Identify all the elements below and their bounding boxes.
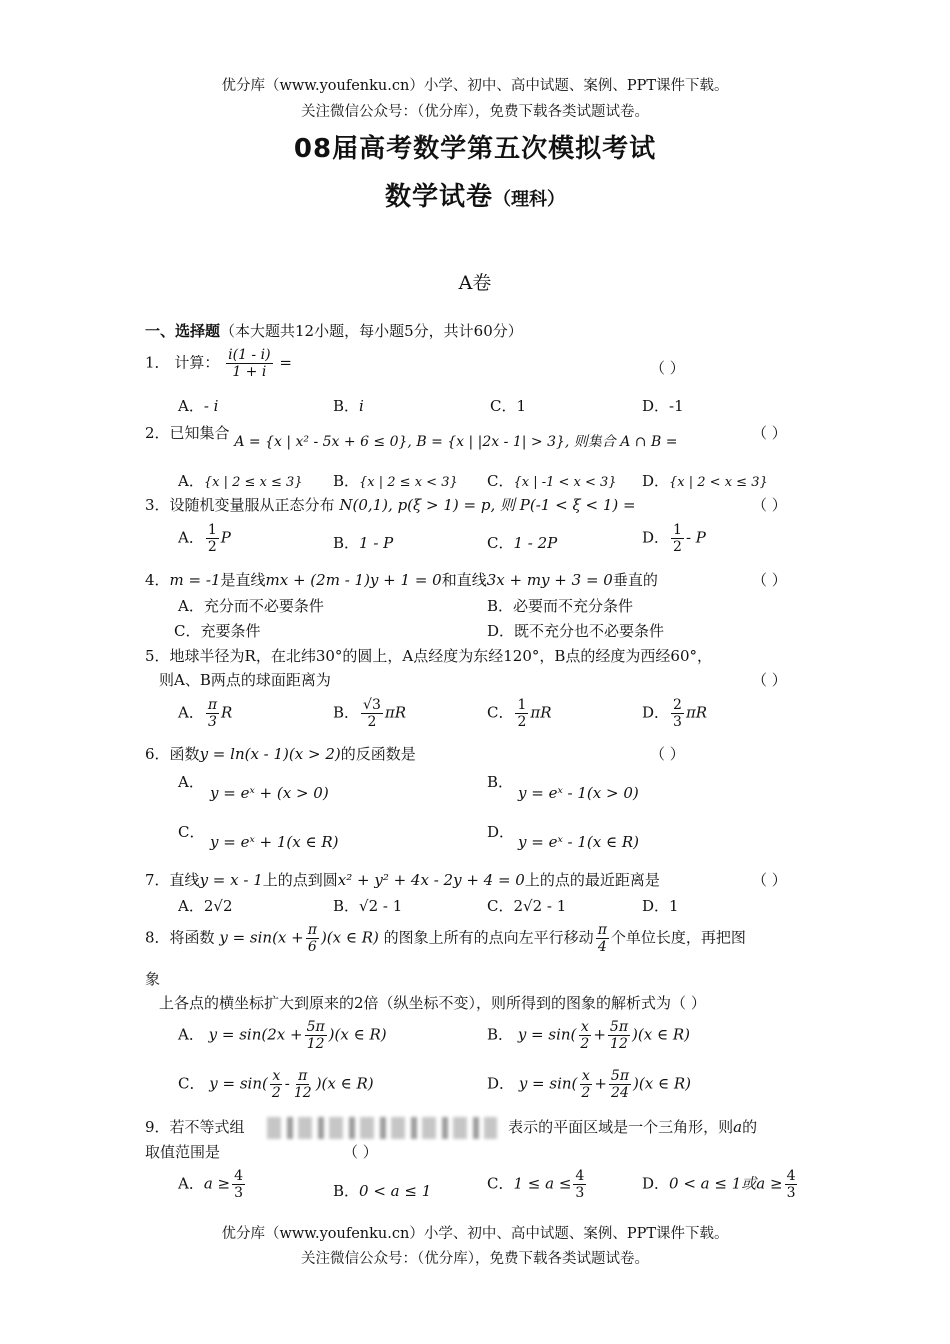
q2-expression: A = {x | x² - 5x + 6 ≤ 0}, B = {x | |2x - 1| > 3}, 则集合 A ∩ B =	[234, 434, 678, 450]
page-title: 08届高考数学第五次模拟考试	[293, 134, 657, 164]
q5-option-c-fraction	[515, 697, 528, 730]
q2-option-a-value: {x | 2 ≤ x ≤ 3}	[203, 475, 303, 490]
q5-option-a-tail: R	[221, 703, 233, 722]
q8-option-a	[178, 1019, 387, 1052]
page-subtitle	[0, 176, 950, 213]
q8-option-d	[487, 1068, 691, 1101]
q2-option-c-label: C．	[487, 472, 514, 490]
q3-a-denominator: 2	[207, 539, 217, 556]
header-line-2: 关注微信公众号：（优分库），免费下载各类试题试卷。	[301, 104, 649, 120]
q3-stem	[145, 494, 636, 515]
q5-answer-bracket: （ ）	[752, 671, 787, 689]
q9-a-numerator: 4	[234, 1168, 244, 1184]
q1-fraction	[226, 347, 272, 380]
q4-option-a-label: A．	[178, 597, 204, 615]
q8-c-denominator-2: 12	[293, 1085, 312, 1102]
q4-option-b-label: B．	[487, 597, 514, 615]
q2-option-d-value: {x | 2 < x ≤ 3}	[669, 475, 768, 490]
q7-expression-1: y = x - 1	[199, 871, 263, 889]
q8-option-c-fraction-2	[292, 1068, 314, 1101]
q5-b-denominator: 2	[367, 714, 377, 731]
q2-option-b	[333, 470, 458, 491]
q9-d-numerator: 4	[786, 1168, 796, 1184]
q1-option-d	[642, 395, 684, 416]
q3-option-a-fraction	[206, 522, 219, 555]
q6-option-b-label: B．	[487, 773, 514, 791]
q4-text-3: 垂直的	[612, 571, 658, 589]
q9-option-c-pre: 1 ≤ a ≤	[513, 1174, 572, 1193]
q9-stem-line-2: 取值范围是	[145, 1143, 221, 1161]
q8-a-denominator: 12	[306, 1036, 325, 1053]
q5-option-b-fraction	[361, 697, 383, 730]
section-label: 一、选择题	[145, 322, 221, 340]
footer-line-1: 优分库（www.youfenku.cn）小学、初中、高中试题、案例、PPT课件下载。	[221, 1226, 729, 1242]
q8-shift-numerator: π	[597, 922, 607, 938]
q8-b-numerator-2: 5π	[609, 1019, 629, 1035]
q5-option-b-label: B．	[333, 703, 360, 722]
q4-text-1: 是直线	[220, 571, 266, 589]
q2-option-a-label: A．	[178, 472, 204, 490]
q4-option-b	[487, 595, 633, 616]
q7-stem	[145, 869, 660, 890]
q5-option-d	[642, 697, 707, 730]
q4-expression-2: mx + (2m - 1)y + 1 = 0	[265, 571, 442, 589]
subtitle-tag: （理科）	[493, 189, 565, 210]
q5-option-a-label: A．	[178, 703, 204, 722]
q4-number: 4．	[145, 571, 170, 589]
q3-answer-bracket: （ ）	[752, 496, 787, 514]
q2-option-d	[642, 470, 768, 491]
q8-option-b-fraction-1	[578, 1019, 591, 1052]
q5-b-numerator: √3	[363, 697, 381, 713]
q5-option-b-tail: πR	[384, 703, 407, 722]
q2-answer-bracket: （ ）	[752, 424, 787, 442]
footer-line-2: 关注微信公众号：（优分库），免费下载各类试题试卷。	[301, 1251, 649, 1267]
q7-option-c-label: C．	[487, 897, 514, 915]
q1-stem	[145, 347, 292, 380]
volume-label: A卷	[458, 272, 492, 294]
q3-option-a-tail: P	[220, 528, 231, 547]
q1-option-d-label: D．	[642, 397, 670, 415]
q2-option-a	[178, 470, 303, 491]
q8-option-c	[178, 1068, 374, 1101]
q4-option-a-value: 充分而不必要条件	[203, 597, 324, 615]
q6-option-d-label: D．	[487, 823, 515, 841]
q7-option-b-label: B．	[333, 897, 360, 915]
q3-d-denominator: 2	[673, 539, 682, 556]
q8-c-numerator-2: π	[298, 1068, 308, 1084]
q8-number: 8．	[145, 928, 170, 947]
q8-d-denominator-1: 2	[581, 1085, 591, 1102]
q6-option-c-value: y = eˣ + 1(x ∈ R)	[210, 833, 339, 851]
q2-stem	[145, 422, 678, 450]
q2-option-c	[487, 470, 617, 491]
q4-text-2: 和直线	[441, 571, 487, 589]
q6-option-c-label: C．	[178, 823, 205, 841]
q3-option-b	[333, 532, 393, 553]
q4-expression-1: m = -1	[169, 571, 221, 589]
q8-shift-denominator: 4	[597, 939, 607, 956]
q8-option-b-label: B．	[487, 1025, 514, 1044]
q8-expression-post: )(x ∈ R)	[320, 928, 379, 947]
q4-stem	[145, 569, 658, 590]
section-heading	[145, 320, 523, 341]
q8-stem-line-2: 上各点的横坐标扩大到原来的2倍（纵坐标不变），则所得到的图象的解析式为（ ）	[159, 994, 706, 1012]
q9-text: 若不等式组	[169, 1118, 245, 1136]
q1-option-b	[333, 395, 364, 416]
q2-option-d-label: D．	[642, 472, 670, 490]
q7-option-a-value: 2√2	[203, 897, 233, 915]
q6-option-a-label: A．	[178, 773, 204, 791]
q7-expression-2: x² + y² + 4x - 2y + 4 = 0	[337, 871, 525, 889]
q7-option-b-value: √2 - 1	[359, 897, 403, 915]
q3-number: 3．	[145, 496, 170, 514]
q9-answer-bracket: （ ）	[343, 1143, 378, 1161]
q8-option-d-pre: y = sin(	[518, 1074, 578, 1093]
q8-b-numerator-1: x	[580, 1019, 589, 1035]
q3-option-d-tail: - P	[685, 528, 706, 547]
q1-numerator: i(1 - i)	[228, 347, 271, 363]
q9-option-b-value: 0 < a ≤ 1	[359, 1182, 432, 1200]
q8-text-mid: 的图象上所有的点向左平行移动	[383, 928, 594, 947]
q8-option-c-post: )(x ∈ R)	[315, 1074, 374, 1093]
q3-d-numerator: 1	[673, 522, 682, 538]
q8-option-c-fraction-1	[270, 1068, 283, 1101]
q8-option-c-op: -	[284, 1074, 290, 1093]
q3-option-c-value: 1 - 2P	[513, 534, 558, 552]
q9-stem	[145, 1116, 757, 1139]
q7-number: 7．	[145, 871, 170, 889]
q6-text: 函数	[169, 745, 200, 763]
q7-option-c	[487, 895, 566, 916]
q5-option-a	[178, 697, 232, 730]
q1-option-c	[490, 395, 526, 416]
q2-option-b-value: {x | 2 ≤ x < 3}	[359, 475, 458, 490]
q4-option-d-value: 既不充分也不必要条件	[514, 622, 665, 640]
q3-text: 设随机变量服从正态分布	[169, 496, 335, 514]
q1-equals: =	[279, 353, 292, 372]
q8-expression-fraction	[306, 922, 319, 955]
q1-option-c-label: C．	[490, 397, 517, 415]
q5-text-1: 地球半径为R，在北纬30°的圆上，A点经度为东经120°，B点的经度为西经60°，	[169, 647, 713, 665]
q7-text-tail: 上的点的最近距离是	[524, 871, 660, 889]
q3-option-b-value: 1 - P	[359, 534, 394, 552]
q8-option-c-pre: y = sin(	[209, 1074, 268, 1093]
q5-stem	[145, 645, 712, 666]
q9-option-a-pre: a ≥	[203, 1174, 231, 1193]
q8-option-b-fraction-2	[608, 1019, 630, 1052]
q8-option-a-label: A．	[178, 1025, 204, 1044]
q8-option-d-fraction-2	[609, 1068, 631, 1101]
q3-option-b-label: B．	[333, 534, 360, 552]
q9-option-d-pre: 0 < a ≤ 1或a ≥	[669, 1174, 783, 1193]
q7-text: 直线	[169, 871, 200, 889]
q3-option-a-label: A．	[178, 528, 204, 547]
q4-answer-bracket: （ ）	[752, 571, 787, 589]
q3-a-numerator: 1	[207, 522, 217, 538]
q6-option-a-value: y = eˣ + (x > 0)	[210, 784, 329, 802]
q5-a-denominator: 3	[207, 714, 217, 731]
q5-c-numerator: 1	[517, 697, 527, 713]
q6-number: 6．	[145, 745, 170, 763]
q5-number: 5．	[145, 647, 170, 665]
q2-option-c-value: {x | -1 < x < 3}	[513, 475, 617, 490]
q8-option-b-op: +	[593, 1025, 606, 1044]
q9-d-denominator: 3	[786, 1185, 796, 1202]
q4-option-a	[178, 595, 324, 616]
q7-option-d-label: D．	[642, 897, 670, 915]
q5-stem-line-2: 则A、B两点的球面距离为	[159, 671, 331, 689]
q9-option-c-fraction	[573, 1168, 586, 1201]
q7-text-mid: 上的点到圆	[262, 871, 338, 889]
q4-option-b-value: 必要而不充分条件	[513, 597, 634, 615]
q1-answer-bracket: （ ）	[650, 359, 685, 377]
q1-option-c-value: 1	[516, 397, 527, 415]
q5-option-c-label: C．	[487, 703, 514, 722]
q3-option-c-label: C．	[487, 534, 514, 552]
q8-expression-pre: y = sin(x +	[219, 928, 304, 947]
q8-expr-numerator: π	[307, 922, 317, 938]
q8-c-denominator-1: 2	[271, 1085, 281, 1102]
q9-c-numerator: 4	[575, 1168, 585, 1184]
q8-option-d-fraction-1	[579, 1068, 592, 1101]
q5-option-b	[333, 697, 406, 730]
q8-text: 将函数	[169, 928, 215, 947]
q8-c-numerator-1: x	[272, 1068, 281, 1084]
q6-option-b-value: y = eˣ - 1(x > 0)	[518, 784, 639, 802]
q1-option-b-value: i	[359, 397, 364, 415]
q5-option-d-label: D．	[642, 703, 670, 722]
q1-number: 1．	[145, 353, 170, 372]
q4-option-c-value: 充要条件	[200, 622, 261, 640]
q7-option-a	[178, 895, 233, 916]
q5-a-numerator: π	[207, 697, 218, 713]
q6-answer-bracket: （ ）	[650, 745, 685, 763]
q8-b-denominator-1: 2	[580, 1036, 590, 1053]
q8-d-numerator-2: 5π	[610, 1068, 630, 1084]
q8-option-d-op: +	[594, 1074, 607, 1093]
q1-denominator: 1 + i	[232, 364, 267, 381]
q5-option-c	[487, 697, 552, 730]
q7-answer-bracket: （ ）	[752, 871, 787, 889]
header-line-1: 优分库（www.youfenku.cn）小学、初中、高中试题、案例、PPT课件下载。	[221, 78, 729, 94]
q9-option-a	[178, 1168, 247, 1201]
q9-option-d	[642, 1168, 799, 1201]
q1-option-d-value: -1	[669, 397, 684, 415]
q8-d-numerator-1: x	[581, 1068, 590, 1084]
q9-variable: a	[733, 1118, 743, 1136]
q9-option-d-label: D．	[642, 1174, 670, 1193]
q8-text-tail: 个单位长度，再把图	[610, 928, 746, 947]
q8-option-d-post: )(x ∈ R)	[633, 1074, 691, 1093]
q8-option-a-pre: y = sin(2x +	[208, 1025, 303, 1044]
q4-option-d	[487, 620, 664, 641]
q9-option-c	[487, 1168, 588, 1201]
q9-option-a-fraction	[232, 1168, 245, 1201]
q3-option-a	[178, 522, 231, 555]
q8-wrap-char: 象	[145, 970, 161, 988]
q8-option-b-post: )(x ∈ R)	[632, 1025, 690, 1044]
q9-option-d-fraction	[785, 1168, 798, 1201]
q8-option-b	[487, 1019, 690, 1052]
q8-expr-denominator: 6	[307, 939, 317, 956]
q9-c-denominator: 3	[575, 1185, 585, 1202]
q8-option-c-label: C．	[178, 1074, 205, 1093]
q1-text: 计算：	[174, 353, 220, 372]
q2-text: 已知集合	[169, 424, 230, 442]
q9-text-tail: 表示的平面区域是一个三角形，则	[508, 1118, 734, 1136]
q7-option-d	[642, 895, 679, 916]
q9-option-b-label: B．	[333, 1182, 360, 1200]
q6-stem	[145, 743, 416, 764]
q9-option-b	[333, 1180, 431, 1201]
q4-expression-3: 3x + my + 3 = 0	[486, 571, 613, 589]
q9-text-tail-2: 的	[742, 1118, 758, 1136]
q7-option-b	[333, 895, 402, 916]
q9-a-denominator: 3	[234, 1185, 244, 1202]
q5-option-c-tail: πR	[530, 703, 552, 722]
q5-c-denominator: 2	[517, 714, 527, 731]
q5-option-d-tail: πR	[685, 703, 708, 722]
q6-expression: y = ln(x - 1)(x > 2)	[199, 745, 341, 763]
section-desc: （本大题共12小题，每小题5分，共计60分）	[220, 322, 523, 340]
q4-option-c	[174, 620, 261, 641]
q5-option-a-fraction	[206, 697, 219, 730]
q7-option-d-value: 1	[669, 897, 679, 915]
q3-option-d-fraction	[671, 522, 684, 555]
q8-option-d-label: D．	[487, 1074, 515, 1093]
q8-a-numerator: 5π	[306, 1019, 325, 1035]
q9-inequality-system-image	[267, 1117, 497, 1139]
subtitle-main: 数学试卷	[384, 182, 493, 212]
q1-option-a-value: - i	[203, 397, 219, 415]
q9-option-a-label: A．	[178, 1174, 204, 1193]
q1-option-a-label: A．	[178, 397, 204, 415]
q3-expression: N(0,1), p(ξ > 1) = p, 则 P(-1 < ξ < 1) =	[339, 496, 636, 514]
q8-d-denominator-2: 24	[611, 1085, 629, 1102]
q7-option-c-value: 2√2 - 1	[513, 897, 567, 915]
q8-b-denominator-2: 12	[610, 1036, 628, 1053]
q1-option-b-label: B．	[333, 397, 360, 415]
q5-option-d-fraction	[671, 697, 684, 730]
q8-option-b-pre: y = sin(	[517, 1025, 577, 1044]
q8-shift-fraction	[596, 922, 609, 955]
q5-d-denominator: 3	[673, 714, 682, 731]
q3-option-d	[642, 522, 706, 555]
q3-option-c	[487, 532, 557, 553]
q7-option-a-label: A．	[178, 897, 204, 915]
q8-option-a-fraction	[305, 1019, 327, 1052]
q4-option-d-label: D．	[487, 622, 515, 640]
q4-option-c-label: C．	[174, 622, 201, 640]
q2-number: 2．	[145, 424, 170, 442]
q1-option-a	[178, 395, 218, 416]
q6-text-tail: 的反函数是	[340, 745, 416, 763]
q6-option-d-value: y = eˣ - 1(x ∈ R)	[518, 833, 640, 851]
q3-option-d-label: D．	[642, 528, 670, 547]
q2-option-b-label: B．	[333, 472, 360, 490]
q8-option-a-post: )(x ∈ R)	[328, 1025, 387, 1044]
q8-stem	[145, 922, 746, 955]
q9-number: 9．	[145, 1118, 170, 1136]
q9-option-c-label: C．	[487, 1174, 514, 1193]
q5-d-numerator: 2	[673, 697, 682, 713]
